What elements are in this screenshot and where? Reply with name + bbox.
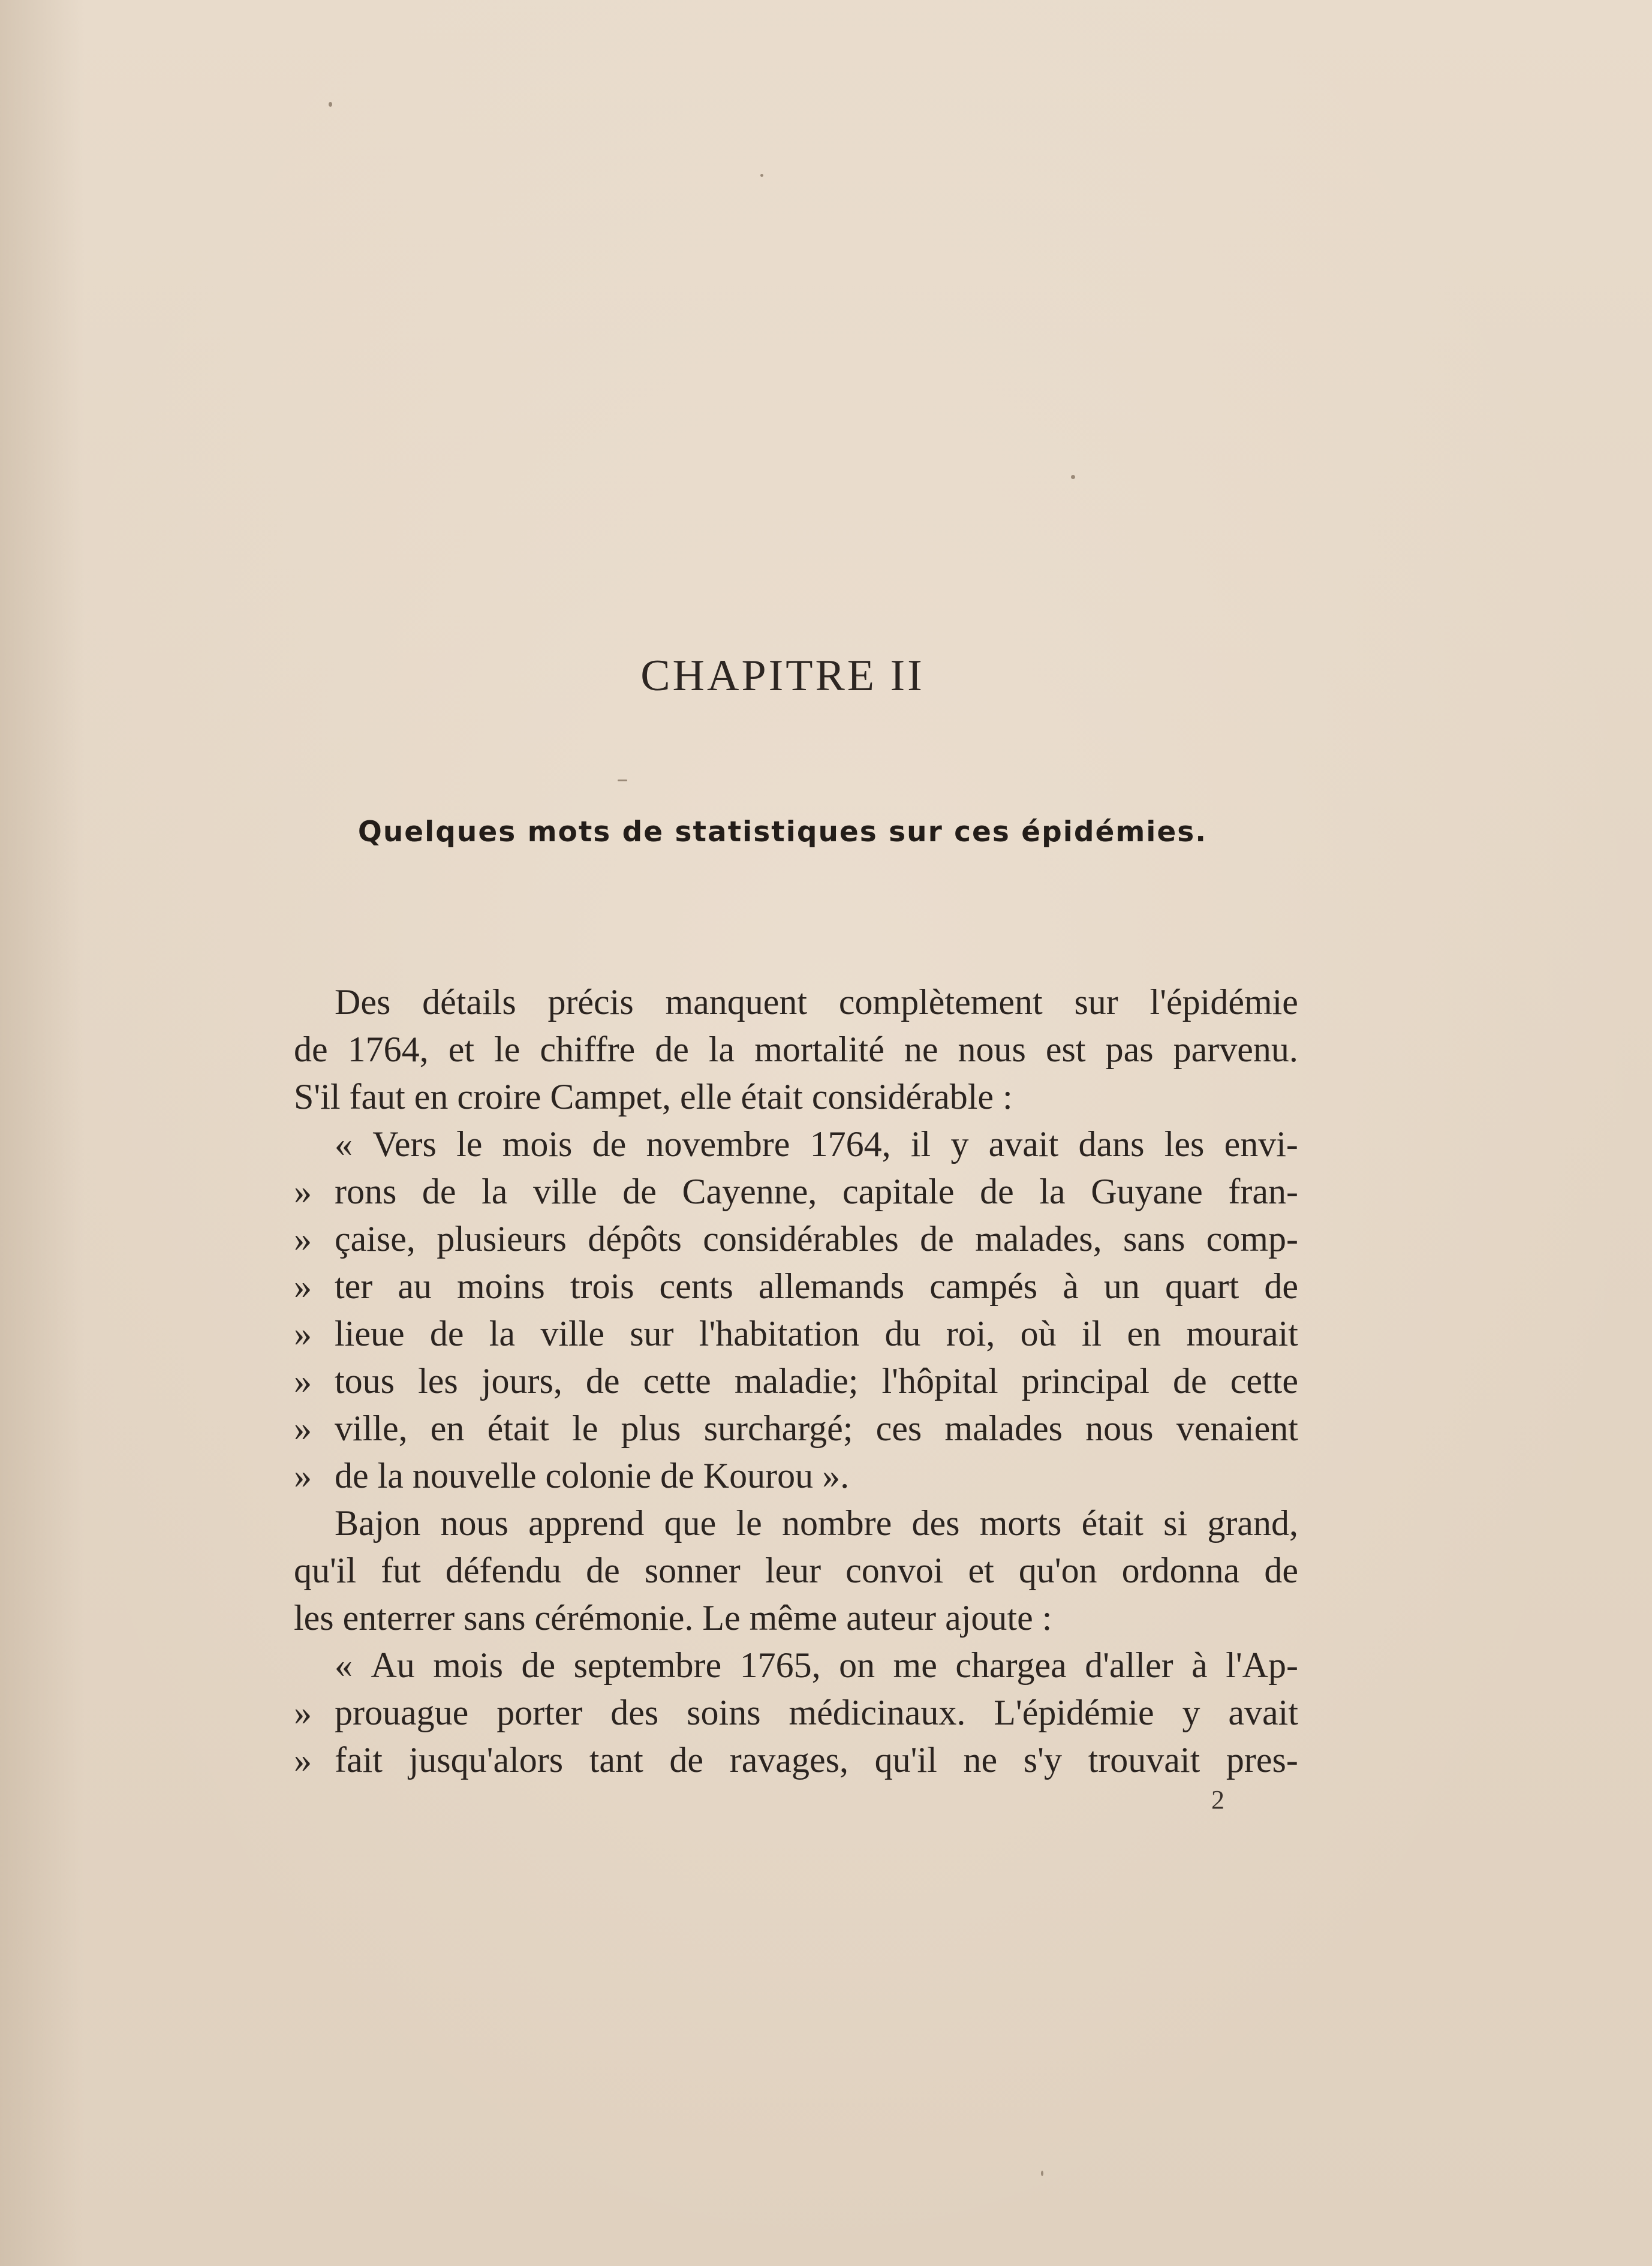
chapter-title: CHAPITRE II [640,651,925,700]
quote-mark: » [294,1693,312,1732]
quote-line [294,1405,1298,1452]
quote-mark: » [294,1740,312,1780]
quote-text: prouague porter des soins médicinaux. L'épidémie y avait [335,1693,1298,1732]
paper-speck [1041,2171,1043,2176]
quote-text: tous les jours, de cette maladie; l'hôpital principal de cette [335,1361,1298,1401]
text-line: S'il faut en croire Campet, elle était considérable : [294,1077,1013,1117]
paper-speck [1071,475,1075,479]
quote-line: « Vers le mois de novembre 1764, il y avait dans les envi- [335,1124,1298,1164]
quote-line: « Au mois de septembre 1765, on me chargea d'aller à l'Ap- [335,1645,1298,1685]
quote-line [294,1168,1298,1215]
quote-text: ter au moins trois cents allemands campés à un quart de [335,1266,1298,1306]
quote-mark: » [294,1314,312,1353]
quote-text: çaise, plusieurs dépôts considérables de malades, sans comp- [335,1219,1298,1259]
section-title: Quelques mots de statistiques sur ces épidémies. [357,815,1208,848]
paper-speck [329,102,332,107]
body-text [294,979,1298,1784]
quote-text: rons de la ville de Cayenne, capitale de la Guyane fran- [335,1172,1298,1211]
binding-shadow [0,0,84,2266]
quote-line [294,1358,1298,1405]
quote-line [294,1215,1298,1263]
text-line: Bajon nous apprend que le nombre des morts était si grand, [335,1503,1298,1543]
quote-mark: » [294,1361,312,1401]
quote-mark: » [294,1409,312,1448]
quote-mark: » [294,1172,312,1211]
text-line: de 1764, et le chiffre de la mortalité ne nous est pas parvenu. [294,1030,1298,1069]
quote-text: lieue de la ville sur l'habitation du roi, où il en mourait [335,1314,1298,1353]
text-line: Des détails précis manquent complètement sur l'épidémie [335,982,1298,1022]
text-line: les enterrer sans cérémonie. Le même auteur ajoute : [294,1598,1052,1638]
quote-mark: » [294,1219,312,1259]
paper-speck [618,780,627,781]
quote-text: ville, en était le plus surchargé; ces malades nous venaient [335,1409,1298,1448]
quote-line [294,1737,1298,1784]
quote-mark: » [294,1456,312,1495]
quote-line [294,1310,1298,1358]
quote-line [294,1689,1298,1737]
quote-text: fait jusqu'alors tant de ravages, qu'il ne s'y trouvait pres- [335,1740,1298,1780]
signature-mark: 2 [1211,1785,1224,1814]
text-line: qu'il fut défendu de sonner leur convoi et qu'on ordonna de [294,1551,1298,1590]
paper-speck [760,174,763,177]
quote-mark: » [294,1266,312,1306]
quote-text: de la nouvelle colonie de Kourou ». [335,1456,850,1495]
quote-line [294,1263,1298,1310]
quote-line [294,1452,1298,1500]
